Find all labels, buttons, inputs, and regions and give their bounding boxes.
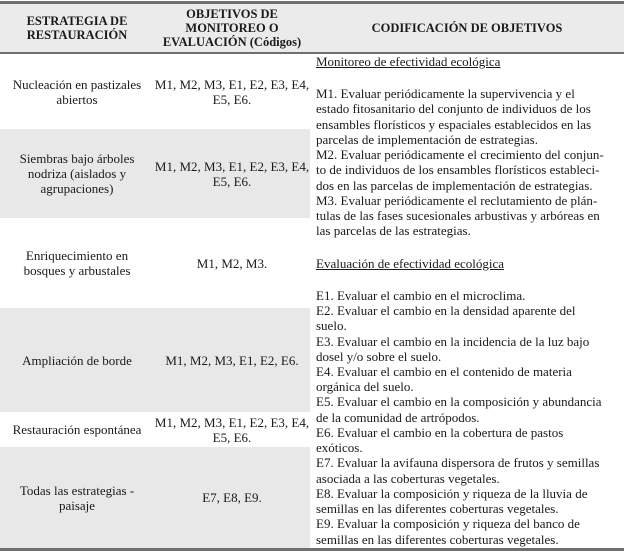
header-objectives-line: OBJETIVOS DE [186, 7, 278, 21]
monitoring-heading: Monitoreo de efectividad ecológica [316, 54, 501, 69]
row-strategy [0, 412, 154, 447]
evaluation-line: E8. Evaluar la composición y riqueza de la lluvia de [316, 485, 588, 501]
monitoring-line: ensambles florísticos y espaciales establecidos en las [316, 116, 592, 132]
evaluation-line: E4. Evaluar el cambio en el contenido de materia [316, 363, 572, 379]
codes-text: M1, M2, M3, E1, E2, E3, E4, E5, E6. [154, 158, 310, 189]
strategy-text: Siembras bajo árboles nodriza (aislados y agrupaciones) [19, 151, 135, 196]
codes-text: E7, E8, E9. [202, 490, 262, 505]
header-objectives [154, 4, 310, 52]
evaluation-line: E1. Evaluar el cambio en el microclima. [316, 287, 526, 303]
monitoring-line: M1. Evaluar periódicamente la supervivencia y el [316, 86, 575, 102]
monitoring-line: M2. Evaluar periódicamente el crecimiento del conjun- [316, 147, 604, 163]
bottom-rule [0, 548, 624, 551]
evaluation-line: E9. Evaluar la composición y riqueza del banco de [316, 516, 580, 532]
coding-description [316, 54, 622, 547]
monitoring-line: dos en las parcelas de implementación de estrategias. [316, 177, 593, 193]
header-strategy [0, 4, 154, 52]
codes-text: M1, M2, M3, E1, E2, E6. [165, 352, 299, 368]
monitoring-line: las parcelas de las estrategias. [316, 223, 471, 239]
strategy-text: Ampliación de borde [22, 352, 132, 368]
evaluation-line: semillas en las diferentes coberturas vegetales. [316, 531, 559, 547]
monitoring-line: estado fitosanitario del conjunto de individuos de los [316, 101, 591, 117]
codes-text: M1, M2, M3. [196, 255, 268, 271]
evaluation-line: orgánica del suelo. [316, 379, 414, 395]
row-strategy [0, 54, 154, 129]
header-objectives-line: MONITOREO O [185, 21, 279, 35]
monitoring-line: tulas de las fases sucesionales arbustivas y arbóreas en [316, 208, 600, 224]
evaluation-line: suelo. [316, 318, 347, 334]
evaluation-line: E3. Evaluar el cambio en la incidencia de la luz bajo [316, 333, 590, 349]
header-coding-text: CODIFICACIÓN DE OBJETIVOS [371, 21, 563, 35]
strategy-text: Nucleación en pastizales abiertos [12, 76, 142, 107]
codes-text: M1, M2, M3, E1, E2, E3, E4, E5, E6. [154, 414, 310, 445]
header-coding [310, 4, 624, 52]
evaluation-line: exóticos. [316, 440, 363, 456]
row-strategy [0, 218, 154, 308]
row-strategy [0, 308, 154, 412]
evaluation-line: E7. Evaluar la avifauna dispersora de frutos y semillas [316, 455, 600, 471]
evaluation-heading: Evaluación de efectividad ecológica [316, 255, 505, 271]
codes-text: M1, M2, M3, E1, E2, E3, E4, E5, E6. [154, 76, 310, 107]
evaluation-line: E5. Evaluar el cambio en la composición y abundancia [316, 394, 602, 410]
monitoring-line: M3. Evaluar periódicamente el reclutamiento de plán- [316, 192, 598, 208]
row-codes [154, 447, 310, 548]
row-codes [154, 129, 310, 218]
evaluation-line: E6. Evaluar el cambio en la cobertura de pastos [316, 424, 564, 440]
strategy-text: Todas las estrategias - paisaje [19, 482, 135, 513]
header-strategy-text: ESTRATEGIA DE RESTAURACIÓN [26, 14, 128, 42]
strategy-text: Restauración espontánea [12, 422, 142, 437]
row-codes [154, 308, 310, 412]
evaluation-line: E2. Evaluar el cambio en la densidad aparente del [316, 303, 576, 319]
row-codes [154, 412, 310, 447]
evaluation-line: semillas en las diferentes coberturas vegetales. [316, 501, 559, 517]
monitoring-line: parcelas de implementación de estrategias. [316, 131, 538, 147]
evaluation-line: asociada a las coberturas vegetales. [316, 470, 500, 486]
row-codes [154, 218, 310, 308]
header-objectives-line: EVALUACIÓN (Códigos) [162, 35, 302, 49]
row-codes [154, 54, 310, 129]
evaluation-line: dosel y/o sobre el suelo. [316, 348, 442, 364]
evaluation-line: de la comunidad de artrópodos. [316, 409, 480, 425]
monitoring-line: to de individuos de los ensambles florísticos estableci- [316, 162, 600, 178]
row-strategy [0, 129, 154, 218]
strategy-text: Enriquecimiento en bosques y arbustales [23, 248, 131, 278]
row-strategy [0, 447, 154, 548]
